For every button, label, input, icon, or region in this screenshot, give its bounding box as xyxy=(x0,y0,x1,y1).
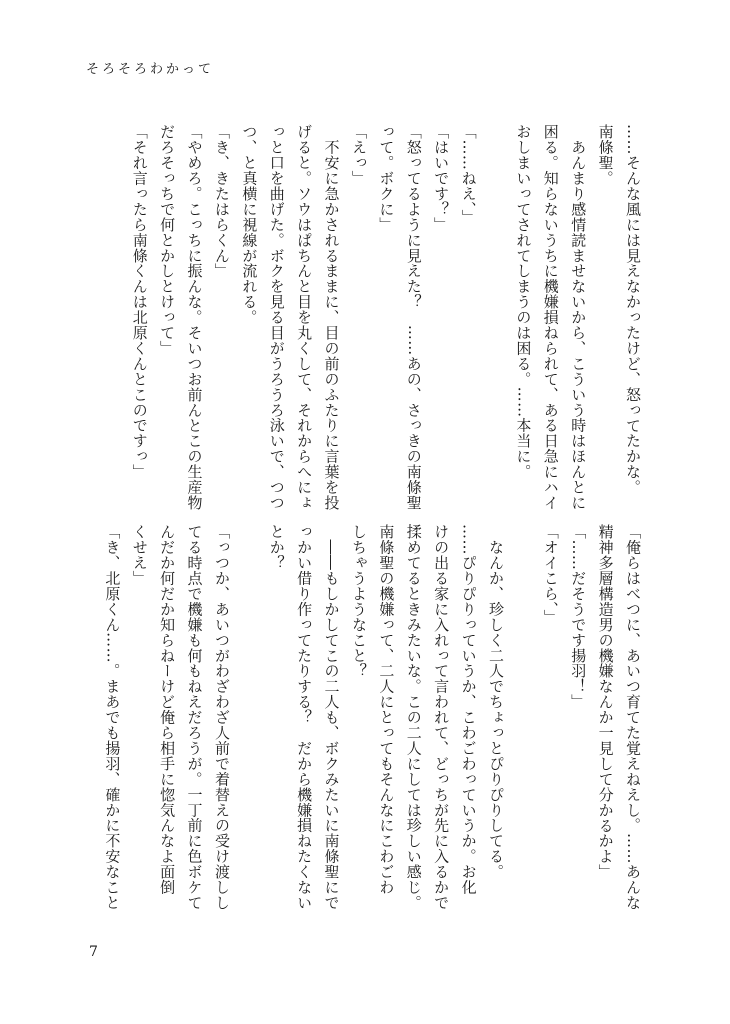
text-line: 「き、北原くん……。まあでも揚羽、確かに不安なこと xyxy=(103,524,122,911)
text-line: 「……だそうです揚羽！」 xyxy=(569,524,588,710)
text-line: 「それ言ったら南條くんは北原くんとこのですっ」 xyxy=(130,124,149,480)
page-number: 7 xyxy=(89,944,98,960)
blank-line xyxy=(509,524,536,924)
text-line: ……そんな風には見えなかったけど、怒ってたかな。 xyxy=(624,124,642,495)
blank-line xyxy=(235,524,262,924)
text-line: ……ぴりぴりっていうか、こわごわっていうか。お化 xyxy=(459,524,478,895)
text-line: 「やめろ。こっちに振んな。そいつお前んとこの生産物 xyxy=(185,124,204,511)
text-line: くせえ」 xyxy=(130,524,149,586)
text-line: 揉めてるときみたいな。この二人にしては珍しい感じ。 xyxy=(404,524,423,911)
text-line: 「俺らはべつに、あいつ育てた覚えねえし。……あんな xyxy=(624,524,642,911)
text-line: 精神多層構造男の機嫌なんか一見して分かるかよ」 xyxy=(596,524,615,880)
text-line: 南條聖の機嫌って、二人にとってもそんなにこわごわ xyxy=(377,524,396,895)
text-line: 「……ねえ、」 xyxy=(459,124,478,225)
text-line: っと口を曲げた。ボクを見る目がうろうろ泳いで、つつ xyxy=(267,124,286,511)
text-line: 「オイこら、」 xyxy=(541,524,560,625)
text-line: 「き、きたはらくん」 xyxy=(212,124,231,279)
text-line: 「えっ」 xyxy=(349,124,368,186)
text-line: ――もしかしてこの二人も、ボクみたいに南條聖にで xyxy=(322,524,341,911)
text-line: 困る。知らないうちに機嫌損ねられて、ある日急にハイ xyxy=(541,124,560,511)
running-header: そろそろわかって xyxy=(86,62,215,77)
text-line: あんまり感情読ませないから、こういう時はほんとに xyxy=(569,124,588,511)
text-line: しちゃうようなこと？ xyxy=(349,524,368,679)
text-line: なんか、珍しく二人でちょっとぴりぴりしてる。 xyxy=(486,524,505,880)
text-line: 「怒ってるように見えた？ ……あの、さっきの南條聖 xyxy=(404,124,423,511)
text-line: んだか何だか知らねーけど俺ら相手に惚気んなよ面倒 xyxy=(158,524,177,895)
text-line: 南條聖。 xyxy=(596,124,615,186)
text-line: てる時点で機嫌も何もねえだろうが。一丁前に色ボケて xyxy=(185,524,204,911)
text-line: っかい借り作ってたりする？ だから機嫌損ねたくない xyxy=(295,524,314,911)
text-line: げると。ソウはぱちんと目を丸くして、それからへにょ xyxy=(295,124,314,511)
text-line: 「はいです？」 xyxy=(432,124,451,233)
text-line: 不安に急かされるままに、目の前のふたりに言葉を投 xyxy=(322,124,341,511)
text-line: って。ボクに」 xyxy=(377,124,396,233)
text-line: とか？ xyxy=(267,524,286,571)
text-line: おしまいってされてしまうのは困る。……本当に。 xyxy=(514,124,533,480)
upper-text-block xyxy=(125,124,646,514)
blank-line xyxy=(482,124,509,514)
text-line: けの出る家に入れって言われて、どっちが先に入るかで xyxy=(432,524,451,911)
text-line: つ、と真横に視線が流れる。 xyxy=(240,124,259,325)
text-line: だろそっちで何とかしとけって」 xyxy=(158,124,177,356)
lower-text-block xyxy=(98,524,646,924)
text-line: 「っつか、あいつがわざわざ人前で着替えの受け渡しし xyxy=(212,524,231,911)
